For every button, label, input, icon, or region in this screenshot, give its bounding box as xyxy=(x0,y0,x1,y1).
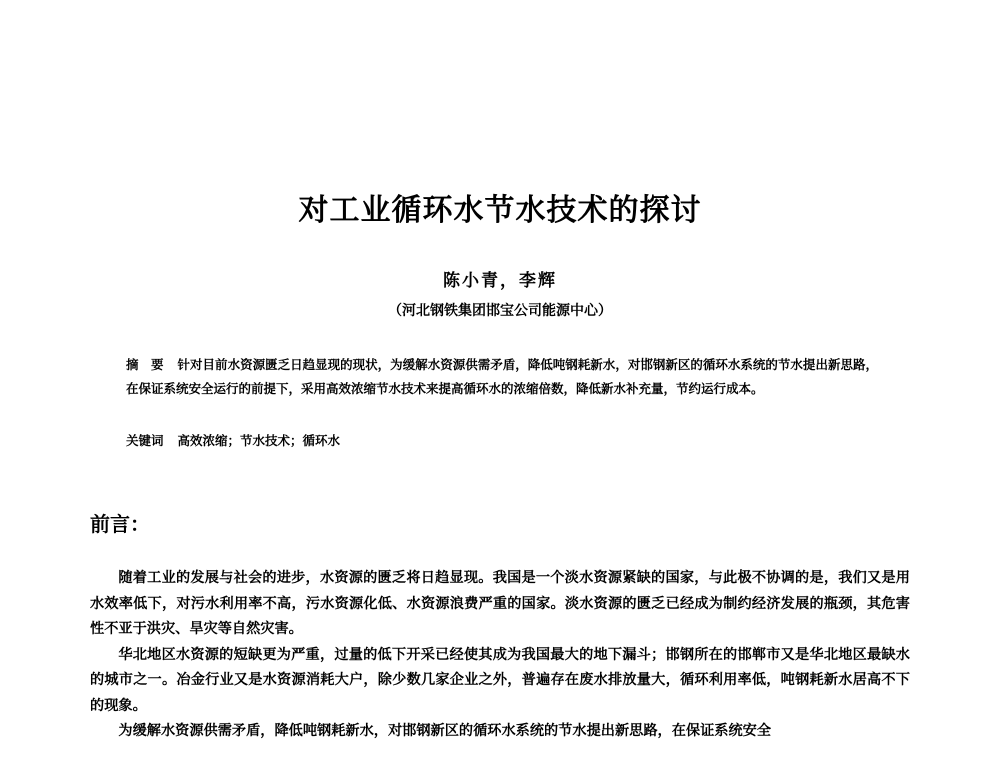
body-paragraph: 随着工业的发展与社会的进步，水资源的匮乏将日趋显现。我国是一个淡水资源紧缺的国家，与此极不协调的是，我们又是用水效率低下，对污水利用率不高，污水资源化低、水资源浪费严重的国家。淡水资源的匮乏已经成为制约经济发展的瓶颈，其危害性不亚于洪灾、旱灾等自然灾害。 xyxy=(90,570,910,637)
section-heading: 前言： xyxy=(90,512,150,536)
keywords-text: 高效浓缩；节水技术；循环水 xyxy=(177,433,341,448)
keywords-block xyxy=(126,431,878,451)
abstract-text: 针对目前水资源匮乏日趋显现的现状，为缓解水资源供需矛盾，降低吨钢耗新水，对邯钢新区的循环水系统的节水提出新思路，在保证系统安全运行的前提下，采用高效浓缩节水技术来提高循环水的浓缩倍数，降低新水补充量，节约运行成本。 xyxy=(126,357,878,396)
body-paragraph: 为缓解水资源供需矛盾，降低吨钢耗新水，对邯钢新区的循环水系统的节水提出新思路，在保证系统安全 xyxy=(118,723,772,739)
body-text xyxy=(90,566,910,745)
paper-affiliation: （河北钢铁集团邯宝公司能源中心） xyxy=(388,303,612,319)
abstract-block xyxy=(126,353,878,401)
keywords-label: 关键词 xyxy=(126,433,164,448)
paper-authors: 陈小青，李辉 xyxy=(443,271,557,291)
paper-title: 对工业循环水节水技术的探讨 xyxy=(298,193,702,228)
body-paragraph: 华北地区水资源的短缺更为严重，过量的低下开采已经使其成为我国最大的地下漏斗；邯钢所在的邯郸市又是华北地区最缺水的城市之一。冶金行业又是水资源消耗大户，除少数几家企业之外，普遍存在废水排放量大，循环利用率低，吨钢耗新水居高不下的现象。 xyxy=(90,646,910,714)
abstract-label: 摘 要 xyxy=(126,357,164,372)
